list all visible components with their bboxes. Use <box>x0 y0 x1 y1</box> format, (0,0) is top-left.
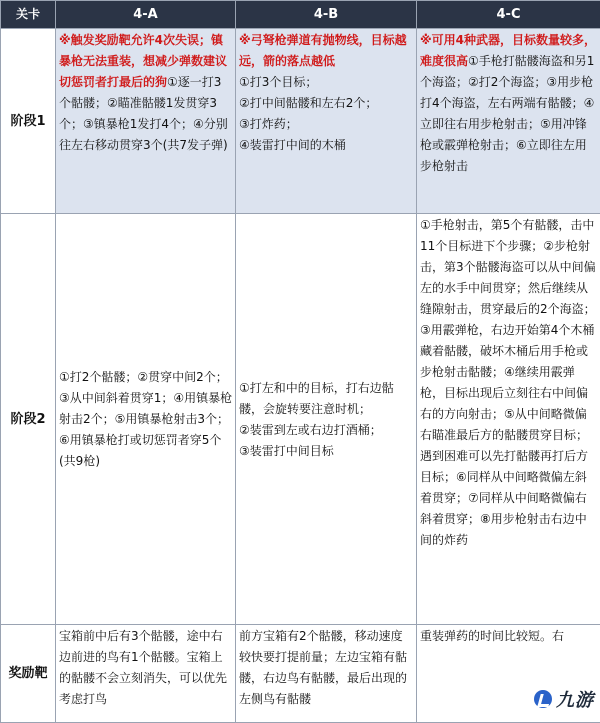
row-label-bonus-target: 奖励靶 <box>1 625 56 723</box>
cell-phase2-4a <box>56 214 236 625</box>
cell-phase1-4a <box>56 29 236 214</box>
row-phase-1 <box>1 29 600 214</box>
cell-text: ①逐一打3个骷髅；②瞄准骷髅1发贯穿3个；③镇暴枪1发打4个；④分别往左右移动贯穿3个(共7发子弹) <box>59 75 228 152</box>
step-line: ②装雷到左或右边打酒桶； <box>239 420 414 441</box>
row-label-phase-1: 阶段1 <box>1 29 56 214</box>
cell-text: ①打2个骷髅；②贯穿中间2个；③从中间斜着贯穿1；④用镇暴枪射击2个；⑤用镇暴枪射击3个；⑥用镇暴枪打或切惩罚者穿5个(共9枪) <box>59 370 232 468</box>
cell-text: 重装弹药的时间比较短。右 <box>420 629 564 643</box>
step-line: ③装雷打中间目标 <box>239 441 414 462</box>
site-watermark <box>534 686 594 712</box>
row-label-phase-2: 阶段2 <box>1 214 56 625</box>
column-header-4c: 4-C <box>417 1 600 29</box>
warning-note: ※触发奖励靶允许4次失误；镇暴枪无法重装，想减少弹数建议切惩罚者打最后的狗 <box>59 33 227 89</box>
step-line: ③打炸药； <box>239 114 414 135</box>
row-bonus-target <box>1 625 600 723</box>
row-phase-2 <box>1 214 600 625</box>
header-row <box>1 1 600 29</box>
step-line: ④装雷打中间的木桶 <box>239 135 414 156</box>
warning-note: ※可用4种武器，目标数量较多，难度很高 <box>420 33 596 68</box>
cell-text: 前方宝箱有2个骷髅，移动速度较快要打提前量；左边宝箱有骷髅，右边鸟有骷髅，最后出现的左侧鸟有骷髅 <box>239 629 407 706</box>
watermark-text: 九游 <box>556 686 594 712</box>
cell-bonus-4b <box>236 625 417 723</box>
cell-bonus-4a <box>56 625 236 723</box>
cell-phase2-4c <box>417 214 600 625</box>
step-line: ①打左和中的目标，打右边骷髅，会旋转要注意时机； <box>239 378 414 420</box>
cell-text: ①手枪射击，第5个有骷髅，击中11个目标进下个步骤；②步枪射击，第3个骷髅海盗可以从中间偏左的水手中间贯穿；然后继续从缝隙射击，贯穿最后的2个海盗；③用霰弹枪，右边开始第4个木桶藏着骷髅，破坏木桶后用手枪或步枪射击骷髅；④继续用霰弹枪，目标出现后立刻往右中间偏右的方向射击；⑤从中间略微偏右瞄准最后方的骷髅贯穿目标；遇到困难可以先打骷髅再打后方目标；⑥同样从中间略微偏左斜着贯穿；⑦同样从中间略微偏右斜着贯穿；⑧用步枪射击右边中间的炸药 <box>420 218 596 547</box>
cell-phase1-4b <box>236 29 417 214</box>
cell-phase1-4c <box>417 29 600 214</box>
step-line: ②打中间骷髅和左右2个； <box>239 93 414 114</box>
column-header-4b: 4-B <box>236 1 417 29</box>
watermark-logo-icon <box>534 690 552 708</box>
cell-text: ①手枪打骷髅海盗和另1个海盗；②打2个海盗；③用步枪打4个海盗，左右两端有骷髅；④立即往右用步枪射击；⑤用冲锋枪或霰弹枪射击；⑥立即往左用步枪射击 <box>420 54 594 173</box>
column-header-4a: 4-A <box>56 1 236 29</box>
warning-note: ※弓弩枪弹道有抛物线，目标越远，箭的落点越低 <box>239 30 414 72</box>
cell-text: 宝箱前中后有3个骷髅，途中右边前进的鸟有1个骷髅。宝箱上的骷髅不会立刻消失，可以优先考虑打鸟 <box>59 629 227 706</box>
stage-column-header: 关卡 <box>1 1 56 29</box>
cell-phase2-4b <box>236 214 417 625</box>
step-line: ①打3个目标； <box>239 72 414 93</box>
